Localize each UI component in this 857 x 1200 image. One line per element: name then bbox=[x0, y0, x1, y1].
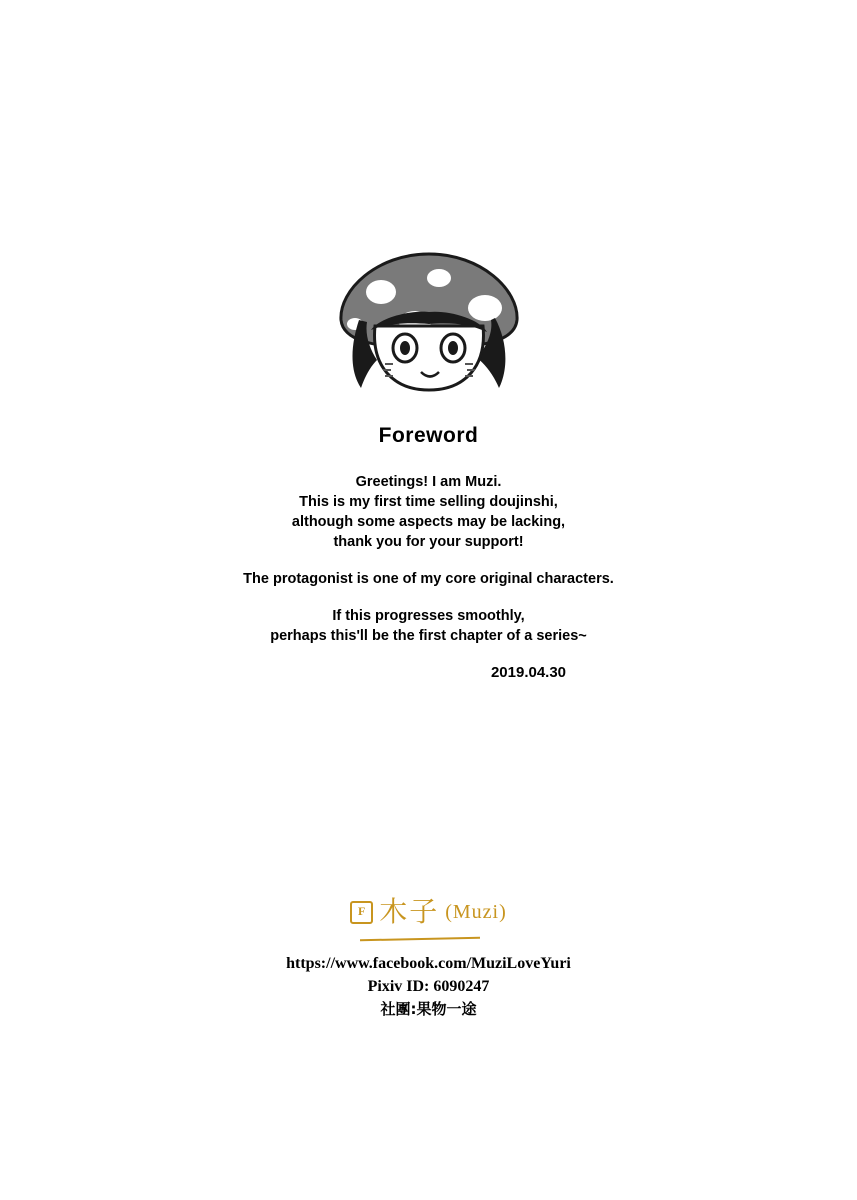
pixiv-id: Pixiv ID: 6090247 bbox=[367, 978, 490, 995]
foreword-title: Foreword bbox=[378, 424, 479, 447]
cap-spot bbox=[427, 269, 451, 287]
foreword-line: The protagonist is one of my core original characters. bbox=[243, 571, 614, 587]
mascot-svg bbox=[319, 248, 539, 408]
signature-cjk-name: 木子 bbox=[379, 895, 440, 928]
foreword-section bbox=[0, 424, 857, 681]
foreword-paragraph-2 bbox=[0, 569, 857, 589]
foreword-line: If this progresses smoothly, bbox=[332, 608, 525, 624]
foreword-paragraph-1 bbox=[0, 472, 857, 552]
face bbox=[374, 326, 483, 390]
circle-name: 社團:果物一途 bbox=[380, 1000, 477, 1018]
signature-underline bbox=[0, 938, 857, 940]
foreword-line: Greetings! I am Muzi. bbox=[355, 474, 502, 490]
cap-spot bbox=[366, 280, 396, 304]
foreword-line: This is my first time selling doujinshi, bbox=[299, 494, 558, 510]
foreword-paragraph-3 bbox=[0, 606, 857, 646]
foreword-line: perhaps this'll be the first chapter of a series~ bbox=[270, 628, 587, 644]
pupil-left bbox=[400, 341, 410, 355]
signature-roman-name: (Muzi) bbox=[445, 900, 507, 923]
foreword-date: 2019.04.30 bbox=[490, 664, 567, 681]
author-signature bbox=[0, 895, 857, 928]
facebook-url[interactable]: https://www.facebook.com/MuziLoveYuri bbox=[286, 955, 571, 972]
pupil-right bbox=[448, 341, 458, 355]
signature-stamp-icon: F bbox=[350, 901, 373, 924]
cap-spot bbox=[468, 295, 502, 321]
foreword-line: although some aspects may be lacking, bbox=[291, 514, 566, 530]
credits-block bbox=[0, 952, 857, 1021]
muzi-mushroom-mascot-illustration bbox=[0, 248, 857, 408]
foreword-line: thank you for your support! bbox=[333, 534, 524, 550]
